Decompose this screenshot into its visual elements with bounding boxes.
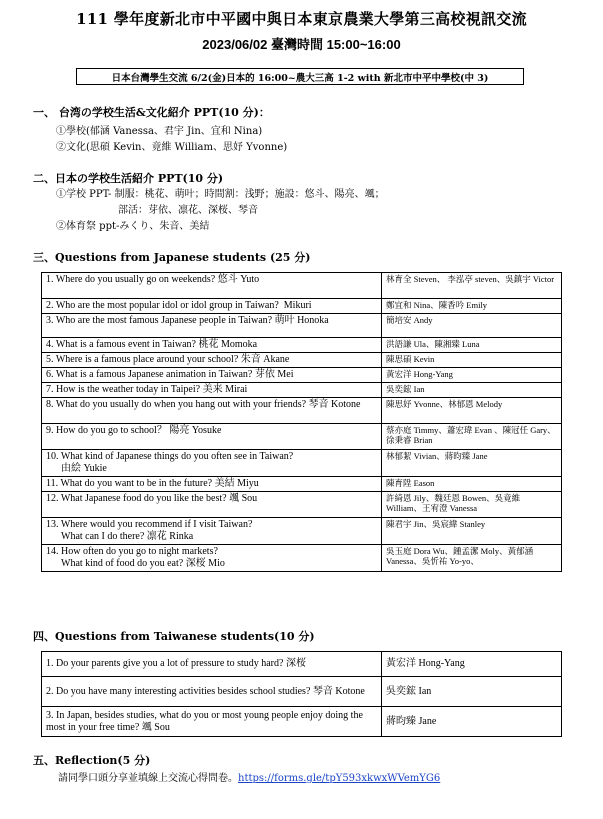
table-row (42, 314, 562, 338)
students-cell: 吳玉庭 Dora Wu、鍾孟潔 Moly、黃郁涵 Vanessa、吳忻祐 Yo-yo、 (382, 545, 562, 572)
table-row (42, 299, 562, 314)
section1-line-1: ①學校(郁涵 Vanessa、君宇 Jin、宜和 Nina) (56, 126, 263, 137)
students-cell: 陳君宇 Jin、吳宸緯 Stanley (382, 518, 562, 545)
students-cell: 陳思碩 Kevin (382, 353, 562, 368)
japanese-questions-table (41, 272, 562, 572)
question-cell: 2. Do you have many interesting activities besides school studies? 琴音 Kotone (42, 677, 382, 707)
section1-heading: 一、 台湾の学校生活&文化紹介 PPT(10 分)： (33, 106, 270, 119)
students-cell: 吳奕鋐 Ian (382, 677, 562, 707)
section2-line-1: ①学校 PPT- 制服：桃花、萌叶；時間割：浅野；施設：悠斗、陽亮、颯； (56, 189, 385, 200)
question-cell: 1. Do your parents give you a lot of pressure to study hard? 深桜 (42, 652, 382, 677)
table-row (42, 677, 562, 707)
table-row (42, 383, 562, 398)
section2-line-2: 部活：芽依、凛花、深桜、琴音 (118, 205, 258, 216)
question-cell: 8. What do you usually do when you hang out with your friends? 琴音 Kotone (42, 398, 382, 424)
table-row (42, 652, 562, 677)
table-row (42, 545, 562, 572)
students-cell: 蔡亦庭 Timmy、蕭宏瑋 Evan 、陳冠任 Gary、徐秉睿 Brian (382, 424, 562, 450)
students-cell: 林郁絜 Vivian、蔣昀臻 Jane (382, 450, 562, 477)
question-cell: 2. Who are the most popular idol or idol group in Taiwan? Mikuri (42, 299, 382, 314)
question-cell: 12. What Japanese food do you like the best? 颯 Sou (42, 492, 382, 518)
students-cell: 許綺恩 Jily、魏廷恩 Bowen、吳竟維 William、王宥澄 Vanessa (382, 492, 562, 518)
document-title: 111 學年度新北市中平國中與日本東京農業大學第三高校視訊交流 (76, 10, 527, 28)
table-row (42, 450, 562, 477)
table-row (42, 338, 562, 353)
question-cell: 13. Where would you recommend if I visit Taiwan? What can I do there? 凛花 Rinka (42, 518, 382, 545)
students-cell: 洪語謙 Ula、陳湘臻 Luna (382, 338, 562, 353)
document-subtitle: 2023/06/02 臺灣時間 15:00~16:00 (202, 37, 401, 52)
students-cell: 吳奕鋐 Ian (382, 383, 562, 398)
question-cell: 11. What do you want to be in the future? 美結 Miyu (42, 477, 382, 492)
question-cell: 14. How often do you go to night markets? What kind of food do you eat? 深桜 Mio (42, 545, 382, 572)
students-cell: 陳思妤 Yvonne、林郁恩 Melody (382, 398, 562, 424)
section2-heading: 二、日本の学校生活紹介 PPT(10 分) (33, 172, 224, 185)
question-cell: 4. What is a famous event in Taiwan? 桃花 Momoka (42, 338, 382, 353)
section1-line-2: ②文化(思碩 Kevin、竟維 William、思妤 Yvonne) (56, 142, 288, 153)
table-row (42, 477, 562, 492)
section5-heading: 五、Reflection(5 分) (33, 754, 151, 767)
section2-line-3: ②体育祭 ppt-みくり、朱音、美結 (56, 221, 210, 232)
students-cell: 陳育陞 Eason (382, 477, 562, 492)
table-row (42, 353, 562, 368)
section3-heading: 三、Questions from Japanese students (25 分) (33, 251, 311, 264)
students-cell: 蔣昀臻 Jane (382, 707, 562, 737)
table-row (42, 424, 562, 450)
table-row (42, 368, 562, 383)
taiwanese-questions-table (41, 651, 562, 737)
table-row (42, 273, 562, 299)
question-cell: 3. Who are the most famous Japanese people in Taiwan? 萌叶 Honoka (42, 314, 382, 338)
section4-heading: 四、Questions from Taiwanese students(10 分) (33, 630, 315, 643)
table-row (42, 492, 562, 518)
question-cell: 6. What is a famous Japanese animation in Taiwan? 芽依 Mei (42, 368, 382, 383)
students-cell: 鄭宜和 Nina、陳香吟 Emily (382, 299, 562, 314)
question-cell: 10. What kind of Japanese things do you often see in Taiwan? 由絵 Yukie (42, 450, 382, 477)
reflection-text: 請同學口頭分享並填線上交流心得問卷。 (58, 773, 238, 784)
survey-link[interactable]: https://forms.gle/tpY593xkwxWVemYG6 (238, 773, 441, 784)
session-banner: 日本台灣學生交流 6/2(金)日本的 16:00~農大三高 1-2 with 新北市中平中學校(中 3) (76, 68, 524, 85)
question-cell: 1. Where do you usually go on weekends? 悠斗 Yuto (42, 273, 382, 299)
students-cell: 簡培安 Andy (382, 314, 562, 338)
table-row (42, 398, 562, 424)
students-cell: 黃宏洋 Hong-Yang (382, 652, 562, 677)
students-cell: 黃宏洋 Hong-Yang (382, 368, 562, 383)
question-cell: 9. How do you go to school？ 陽亮 Yosuke (42, 424, 382, 450)
question-cell: 5. Where is a famous place around your school? 朱音 Akane (42, 353, 382, 368)
question-cell: 7. How is the weather today in Taipei? 美来 Mirai (42, 383, 382, 398)
question-cell: 3. In Japan, besides studies, what do you or most young people enjoy doing the most in your free time? 颯 Sou (42, 707, 382, 737)
reflection-line (58, 769, 440, 784)
table-row (42, 707, 562, 737)
table-row (42, 518, 562, 545)
students-cell: 林育全 Steven、 李泓亭 steven、吳鎮宇 Victor (382, 273, 562, 299)
